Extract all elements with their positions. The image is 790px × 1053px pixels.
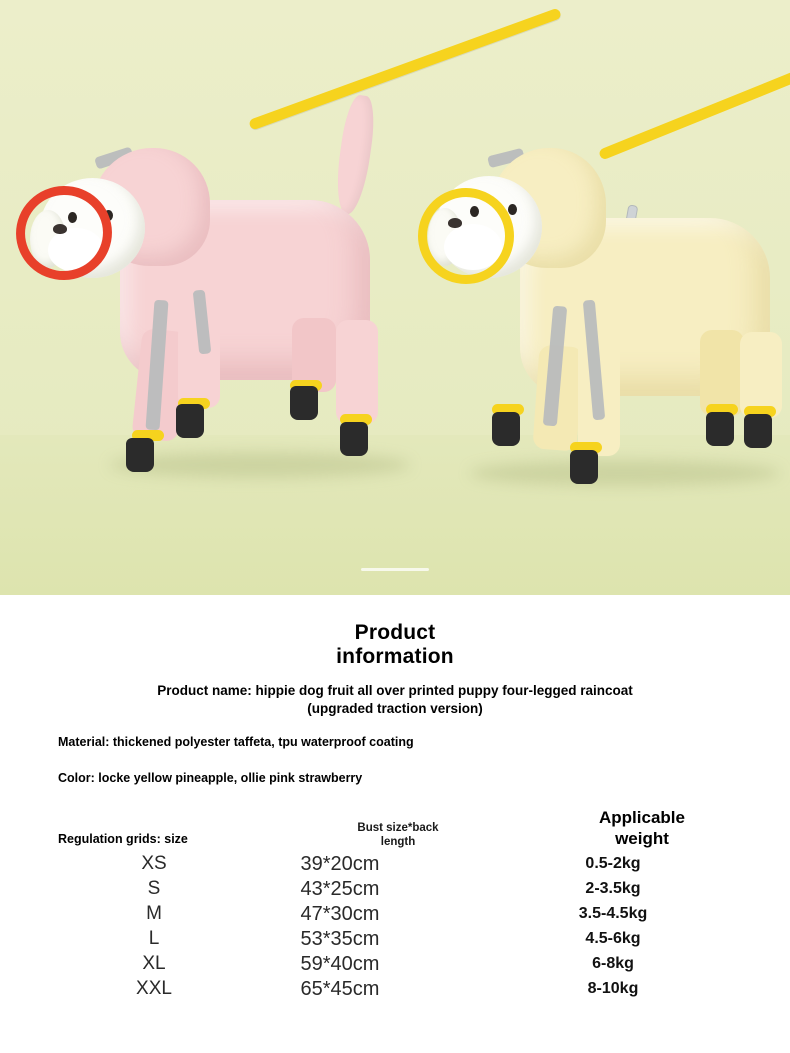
cell-bust: 43*25cm [300,877,380,900]
cell-weight: 2-3.5kg [585,880,641,898]
table-row [0,977,790,1002]
product-name [0,682,790,717]
shadow-pink-dog [110,452,410,478]
bust-column-header [308,822,488,850]
rain-boot [744,414,772,448]
cell-weight: 0.5-2kg [585,855,641,873]
cell-size: XS [141,853,167,875]
weight-column-header [488,807,790,850]
cell-weight: 3.5-4.5kg [578,905,648,923]
section-title-line2: information [336,644,454,668]
rain-boot [340,422,368,456]
table-row [0,952,790,977]
table-row [0,877,790,902]
section-title-line1: Product [354,621,436,644]
table-row [0,902,790,927]
rain-boot [706,412,734,446]
product-name-line1: Product name: hippie dog fruit all over printed puppy four-legged raincoat [157,683,633,699]
material-line: Material: thickened polyester taffeta, tpu waterproof coating [58,735,414,750]
cell-size: XXL [136,978,172,1000]
leash-yellow-dog [598,64,790,160]
section-title [0,621,790,668]
cell-size: M [146,903,162,925]
weight-column-header-line1: Applicable [599,808,685,828]
rain-boot [290,386,318,420]
color-line: Color: locke yellow pineapple, ollie pink strawberry [58,771,363,786]
product-name-line2: (upgraded traction version) [307,700,483,716]
size-table-body [0,852,790,1002]
cell-bust: 47*30cm [300,902,380,925]
rain-boot [492,412,520,446]
back-leg-right [336,320,378,424]
cell-weight: 4.5-6kg [585,930,641,948]
size-table-header [0,807,790,850]
cell-size: XL [142,953,166,975]
bust-column-header-line2: length [380,835,416,848]
weight-column-header-line2: weight [615,829,669,849]
cell-bust: 65*45cm [300,977,380,1000]
dog-eye [508,204,517,215]
hero-progress-indicator [361,568,429,571]
cell-bust: 53*35cm [300,927,380,950]
rain-boot [570,450,598,484]
table-row [0,852,790,877]
table-row [0,927,790,952]
rain-boot [126,438,154,472]
cell-weight: 6-8kg [592,955,634,973]
size-table [0,807,790,1010]
leash-pink-dog [248,7,562,130]
shadow-yellow-dog [470,460,780,486]
cell-size: S [147,878,161,900]
product-information-section [0,595,790,1010]
cell-weight: 8-10kg [587,980,639,998]
size-column-header: Regulation grids: size [58,831,188,846]
bust-column-header-line1: Bust size*back [357,822,439,835]
cell-size: L [148,928,160,950]
cell-bust: 39*20cm [300,852,380,875]
cell-bust: 59*40cm [300,952,380,975]
rain-boot [176,404,204,438]
tail-cover [332,93,378,216]
